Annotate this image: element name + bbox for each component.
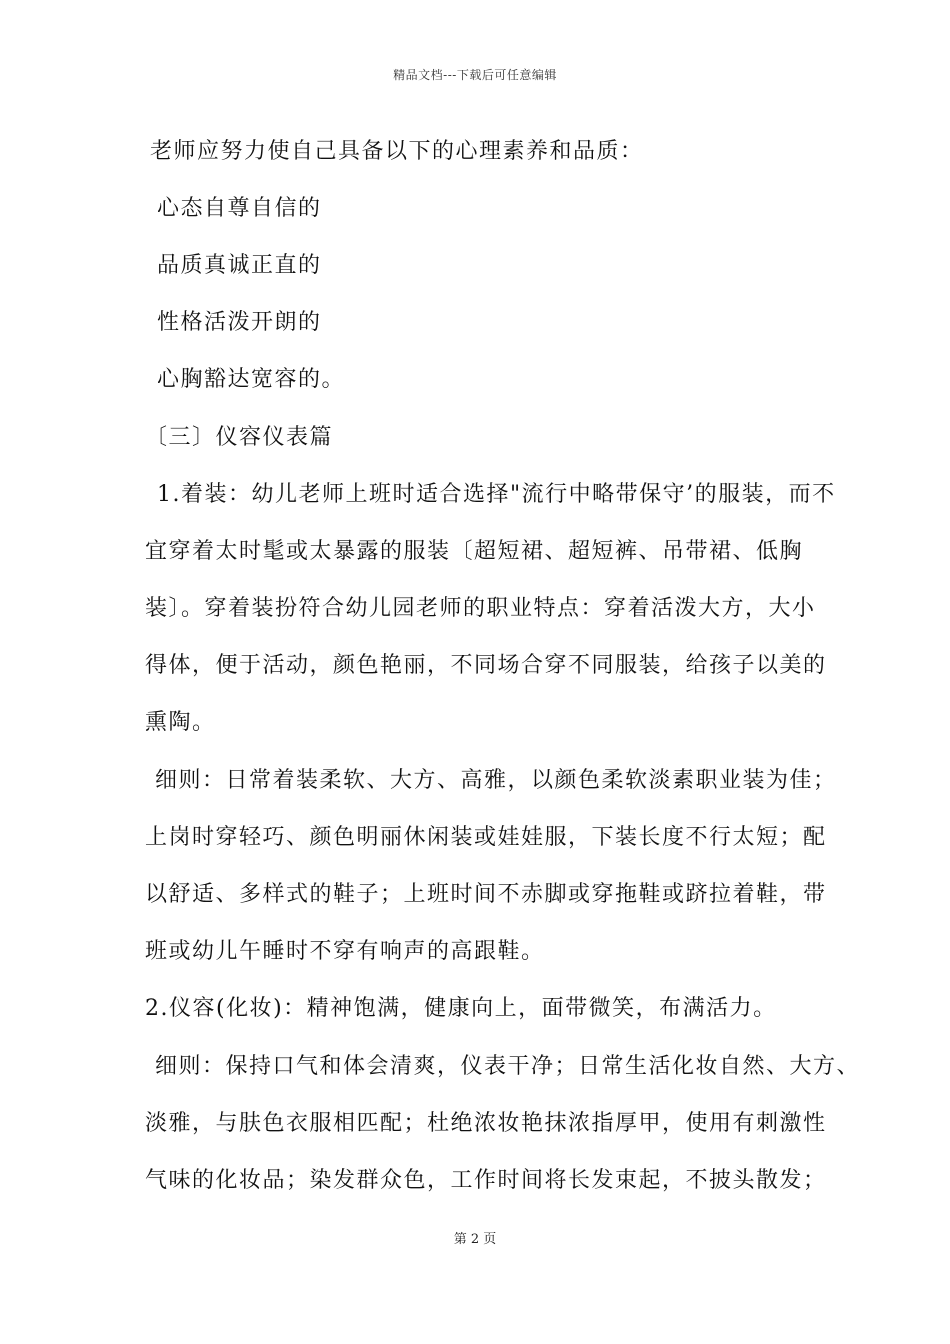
- text-line: 细则：保持口气和体会清爽，仪表干净；日常生活化妆自然、大方、: [155, 1054, 861, 1079]
- text-line: 上岗时穿轻巧、颜色明丽休闲装或娃娃服，下装长度不行太短；配: [145, 825, 827, 850]
- text-line: 2.仪容(化妆)：精神饱满，健康向上，面带微笑，布满活力。: [145, 996, 777, 1021]
- text-line: 1.着装：幼儿老师上班时适合选择"流行中略带保守’的服装，而不: [157, 482, 836, 507]
- text-line: 以舒适、多样式的鞋子；上班时间不赤脚或穿拖鞋或跻拉着鞋，带: [145, 882, 827, 907]
- page-number: 第 2 页: [453, 1232, 497, 1247]
- page-header: 精品文档---下载后可任意编辑: [393, 68, 557, 82]
- text-line: 淡雅，与肤色衣服相匹配；杜绝浓妆艳抹浓指厚甲，使用有刺激性: [145, 1111, 827, 1136]
- text-line: 品质真诚正直的: [157, 253, 322, 278]
- section-heading: 〔三〕仪容仪表篇: [145, 425, 334, 450]
- text-line: 性格活泼开朗的: [157, 310, 322, 335]
- text-line: 气味的化妆品；染发群众色，工作时间将长发束起，不披头散发；: [145, 1168, 827, 1193]
- text-line: 心态自尊自信的: [157, 196, 322, 221]
- text-line: 得体，便于活动，颜色艳丽，不同场合穿不同服装，给孩子以美的: [145, 653, 827, 678]
- text-line: 心胸豁达宽容的。: [157, 367, 346, 392]
- text-line: 细则：日常着装柔软、大方、高雅，以颜色柔软淡素职业装为佳；: [155, 768, 837, 793]
- text-line: 熏陶。: [145, 710, 216, 735]
- text-line: 班或幼儿午睡时不穿有响声的高跟鞋。: [145, 939, 545, 964]
- text-line: 装〕。穿着装扮符合幼儿园老师的职业特点：穿着活泼大方，大小: [145, 596, 816, 621]
- text-line: 老师应努力使自己具备以下的心理素养和品质：: [150, 139, 644, 164]
- text-line: 宜穿着太时髦或太暴露的服装〔超短裙、超短裤、吊带裙、低胸: [145, 539, 804, 564]
